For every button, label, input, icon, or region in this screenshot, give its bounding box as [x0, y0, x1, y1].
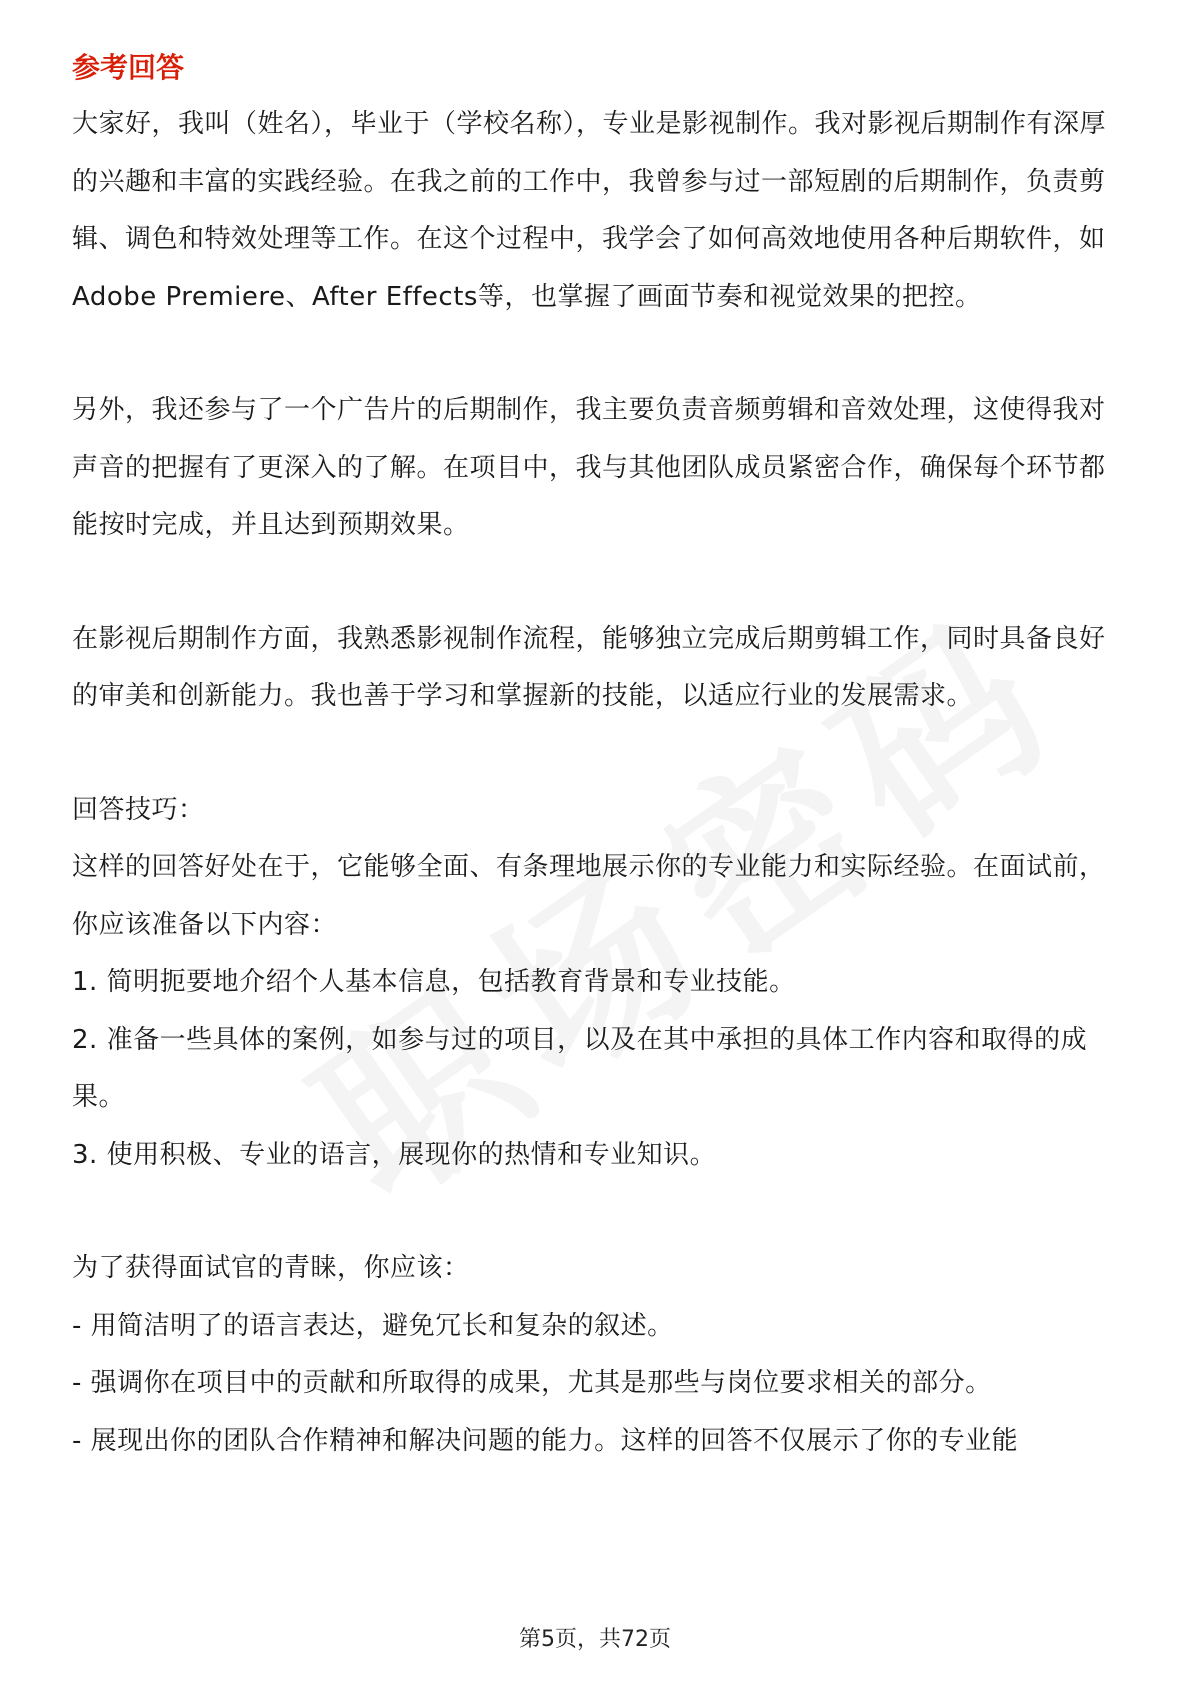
tips-title: 回答技巧：	[72, 794, 205, 825]
advice-title: 为了获得面试官的青睐，你应该：	[72, 1253, 470, 1283]
advice-list-item: - 用简洁明了的语言表达，避免冗长和复杂的叙述。	[72, 1310, 674, 1341]
paragraph-gap	[72, 326, 1122, 382]
page-number: 第5页，共72页	[519, 1627, 671, 1652]
section-heading: 参考回答	[72, 51, 185, 84]
tips-intro: 这样的回答好处在于，它能够全面、有条理地展示你的专业能力和实际经验。在面试前，你应该准备以下内容：	[72, 852, 1106, 940]
tips-list-item: 1. 简明扼要地介绍个人基本信息，包括教育背景和专业技能。	[72, 967, 796, 997]
answer-paragraph-1: 大家好，我叫（姓名），毕业于（学校名称），专业是影视制作。我对影视后期制作有深厚的兴趣和丰富的实践经验。在我之前的工作中，我曾参与过一部短剧的后期制作，负责剪辑、调色和特效处理等工作。在这个过程中，我学会了如何高效地使用各种后期软件，如Adobe Premiere、After Effects等，也掌握了画面节奏和视觉效果的把控。	[72, 109, 1107, 312]
answer-paragraph-2: 另外，我还参与了一个广告片的后期制作，我主要负责音频剪辑和音效处理，这使得我对声音的把握有了更深入的了解。在项目中，我与其他团队成员紧密合作，确保每个环节都能按时完成，并且达到预期效果。	[72, 395, 1106, 540]
tips-list-item: 2. 准备一些具体的案例，如参与过的项目，以及在其中承担的具体工作内容和取得的成果。	[72, 1024, 1088, 1112]
paragraph-gap	[72, 555, 1122, 611]
advice-list-item: - 展现出你的团队合作精神和解决问题的能力。这样的回答不仅展示了你的专业能	[72, 1425, 1019, 1456]
tips-list-item: 3. 使用积极、专业的语言，展现你的热情和专业知识。	[72, 1139, 717, 1170]
advice-list-item: - 强调你在项目中的贡献和所取得的成果，尤其是那些与岗位要求相关的部分。	[72, 1368, 992, 1398]
answer-paragraph-3: 在影视后期制作方面，我熟悉影视制作流程，能够独立完成后期剪辑工作，同时具备良好的审美和创新能力。我也善于学习和掌握新的技能，以适应行业的发展需求。	[72, 623, 1106, 711]
paragraph-gap	[72, 726, 1122, 782]
document-page	[72, 48, 1122, 1470]
paragraph-gap	[72, 1184, 1122, 1240]
